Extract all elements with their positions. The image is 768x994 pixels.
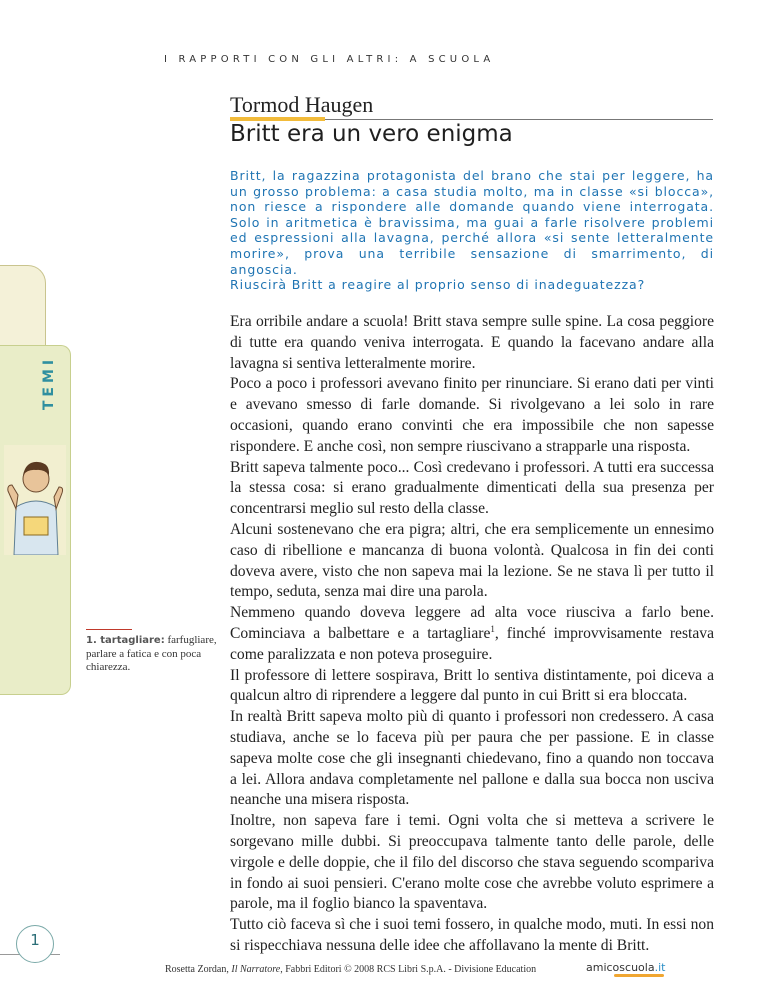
story-paragraph: Tutto ciò faceva sì che i suoi temi fossero, in qualche modo, muti. In essi non si rispecchiava nessuna delle idee che affollavano la mente di Britt. [230,916,714,954]
intro-paragraph: Britt, la ragazzina protagonista del brano che stai per leggere, ha un grosso problema: a casa studia molto, ma in classe «si blocca», non riesce a rispondere alle domande quando viene interrogata. Solo in aritmetica è bravissima, ma guai a farle risolvere problemi ed espressioni alla lavagna, perché allora «si sente letteralmente morire», prova una terribile sensazione di smarrimento, di angoscia. [230,168,714,277]
footer-prefix: Rosetta Zordan, [165,964,232,975]
story-paragraph: Il professore di lettere sospirava, Britt lo sentiva distintamente, poi diceva a qualcun altro di riprendere a leggere dal punto in cui Britt si era bloccata. [230,666,714,705]
running-head: I RAPPORTI CON GLI ALTRI: A SCUOLA [164,54,495,65]
story-paragraph: Alcuni sostenevano che era pigra; altri, che era semplicemente un ennesimo caso di ribellione e mancanza di buona volontà. Qualcosa in fin dei conti doveva avere, visto che non sapeva mai la lezione. Se ne stava lì per tutto il tempo, seduta, senza mai dire una parola. [230,520,714,601]
story-text-run: , finché improvvisamente restava come paralizzata e non poteva proseguire. [230,624,714,663]
story-paragraph: In realtà Britt sapeva molto più di quanto i professori non credessero. A casa studiava, anche se lo faceva più per paura che per passione. E in classe sapeva molte cose che gli insegnanti chiedevano, fino a quando non toccava a lei. Allora andava completamente nel pallone e dalla sua bocca non usciva neanche una misera risposta. [230,708,714,809]
footnote-reference[interactable]: 1 [490,623,495,634]
brand-name: amicoscuola [586,961,655,974]
footnote-rule [86,629,132,630]
story-paragraph: Poco a poco i professori avevano finito per rinunciare. Si erano dati per vinti e avevano smesso di farle domande. Si rivolgevano a lei solo in rare occasioni, quando erano convinti che era impossibile che non sapesse rispondere. E anche così, non sempre riuscivano a strapparle una risposta. [230,375,714,455]
intro-question: Riuscirà Britt a reagire al proprio senso di inadeguatezza? [230,277,646,293]
story-paragraph: Britt sapeva talmente poco... Così credevano i professori. A tutti era successa la stessa cosa: si erano gradualmente dimenticati della sua presenza per concentrarsi meglio sul resto della classe. [230,458,714,518]
footer-book-title: Il Narratore [231,964,281,975]
story-text-run: Nemmeno quando doveva leggere ad alta voce riusciva a farlo bene. Cominciava a balbettare e a tartagliare [230,604,714,642]
footnote-text: farfugliare, parlare a fatica e con poca chiarezza. [86,634,217,673]
brand-tld: .it [654,961,666,974]
footnote [86,634,222,675]
footnote-term: 1. tartagliare: [86,635,165,646]
story-text [230,312,714,957]
story-paragraph [230,603,714,665]
footer-suffix: , Fabbri Editori © 2008 RCS Libri S.p.A. - Divisione Education [280,964,537,975]
boy-illustration-icon [4,445,66,555]
story-paragraph: Inoltre, non sapeva fare i temi. Ogni volta che si metteva a scrivere le sorgevano mille dubbi. Si preoccupava talmente tanto delle parole, delle virgole e delle doppie, che il filo del discorso che stava seguendo scompariva in fondo ai suoi pensieri. C'erano molte cose che avrebbe voluto esprimere a parole, ma il foglio bianco la spaventava. [230,812,714,913]
brand-logo[interactable] [586,961,665,974]
story-paragraph: Era orribile andare a scuola! Britt stava sempre sulle spine. La cosa peggiore di tutte era quando veniva interrogata. E quando la facevano andare alla lavagna si sentiva letteralmente morire. [230,313,714,372]
page-title: Britt era un vero enigma [230,121,513,147]
side-tab-label: TEMI [41,355,58,411]
author-name: Tormod Haugen [230,92,374,117]
brand-underline [614,974,664,977]
footer-credit [165,964,536,975]
page-number: 1 [30,931,40,949]
intro-box [230,168,714,293]
